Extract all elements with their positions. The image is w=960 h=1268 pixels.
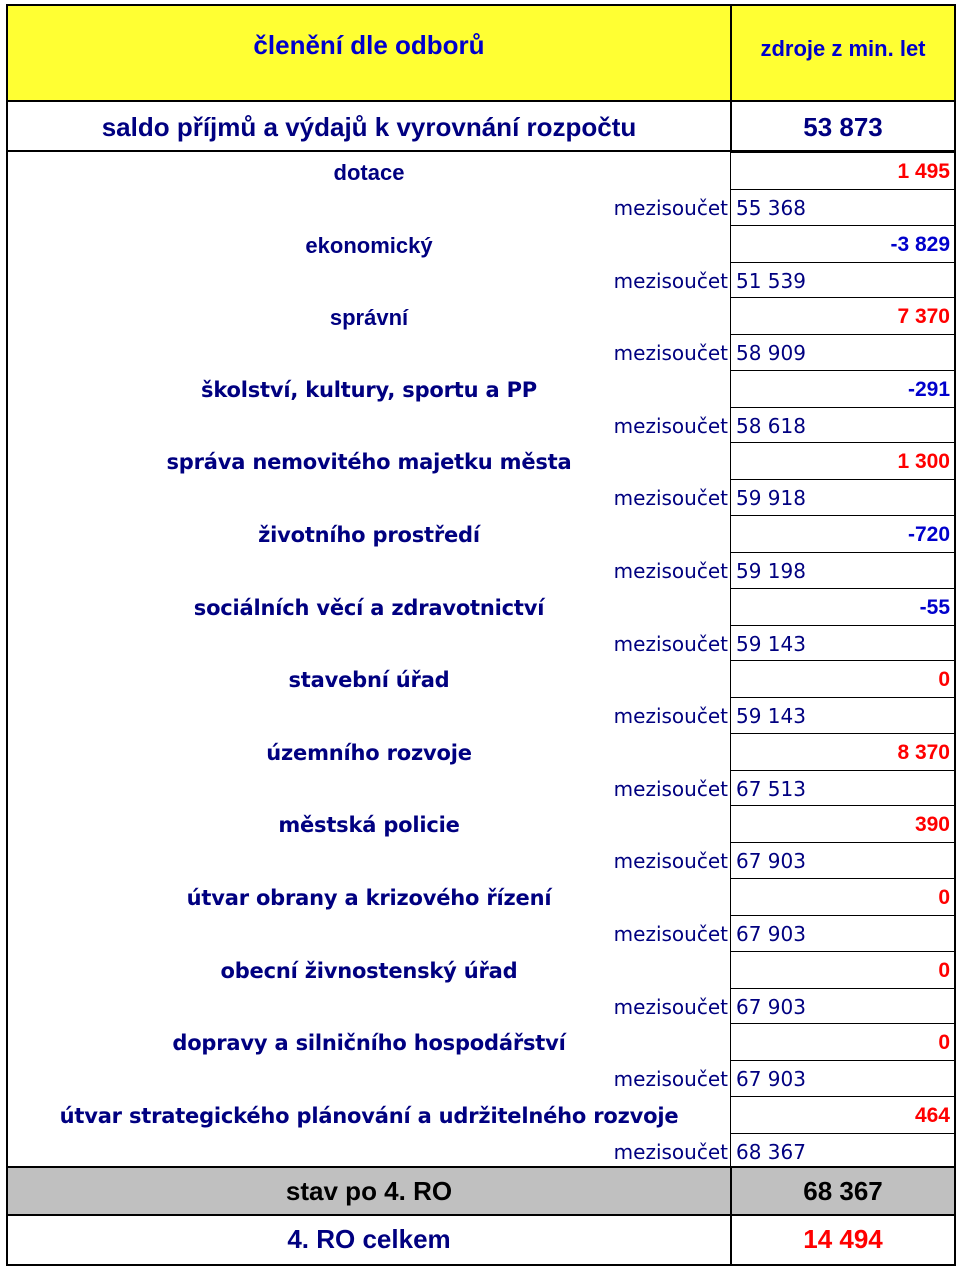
- subtotal-cell-border: [730, 335, 731, 371]
- subtotal-label: mezisoučet: [613, 341, 728, 365]
- department-label: školství, kultury, sportu a PP: [201, 378, 537, 402]
- stav-value: 68 367: [803, 1176, 883, 1206]
- celkem-label: 4. RO celkem: [287, 1224, 451, 1254]
- subtotal-value: 59 918: [736, 486, 806, 510]
- department-label: stavební úřad: [288, 668, 450, 692]
- subtotal-cell-border: [730, 190, 731, 226]
- department-amount: 1 495: [897, 160, 950, 183]
- subtotal-cell-border: [730, 553, 731, 589]
- subtotal-value: 59 143: [736, 704, 806, 728]
- subtotal-value: 67 903: [736, 1067, 806, 1091]
- divider: [6, 1166, 956, 1168]
- department-amount: 8 370: [897, 741, 950, 764]
- subtotal-value: 58 909: [736, 341, 806, 365]
- page-title: členění dle odborů: [253, 30, 485, 60]
- subtotal-value: 67 903: [736, 922, 806, 946]
- department-label: obecní živnostenský úřad: [220, 959, 518, 983]
- subtotal-value: 55 368: [736, 196, 806, 220]
- subtotal-label: mezisoučet: [613, 1067, 728, 1091]
- subtotal-cell-border: [730, 1061, 731, 1097]
- subtotal-value: 51 539: [736, 269, 806, 293]
- department-label: správní: [329, 305, 409, 330]
- subtotal-cell-border: [730, 916, 731, 952]
- saldo-value: 53 873: [803, 112, 883, 142]
- subtotal-label: mezisoučet: [613, 196, 728, 220]
- subtotal-label: mezisoučet: [613, 704, 728, 728]
- department-label: životního prostředí: [258, 523, 480, 547]
- subtotal-label: mezisoučet: [613, 632, 728, 656]
- department-label: ekonomický: [305, 233, 433, 258]
- celkem-value: 14 494: [803, 1224, 883, 1254]
- subtotal-value: 67 903: [736, 849, 806, 873]
- department-amount: -3 829: [890, 233, 950, 256]
- subtotal-label: mezisoučet: [613, 777, 728, 801]
- subtotal-value: 67 903: [736, 995, 806, 1019]
- column-header-source: zdroje z min. let: [760, 36, 926, 61]
- subtotal-cell-border: [730, 480, 731, 516]
- subtotal-cell-border: [730, 771, 731, 807]
- subtotal-label: mezisoučet: [613, 995, 728, 1019]
- subtotal-value: 59 198: [736, 559, 806, 583]
- subtotal-cell-border: [730, 626, 731, 662]
- department-label: dotace: [333, 160, 405, 185]
- department-label: sociálních věcí a zdravotnictví: [193, 596, 545, 620]
- department-label: územního rozvoje: [266, 741, 472, 765]
- department-label: správa nemovitého majetku města: [166, 450, 572, 474]
- subtotal-label: mezisoučet: [613, 1140, 728, 1164]
- department-label: útvar strategického plánování a udržitelného rozvoje: [59, 1104, 679, 1128]
- divider: [6, 1214, 956, 1216]
- department-label: útvar obrany a krizového řízení: [186, 886, 552, 910]
- department-amount: 0: [938, 1031, 950, 1054]
- subtotal-cell-border: [730, 1134, 731, 1170]
- subtotal-cell-border: [730, 698, 731, 734]
- department-amount: -291: [907, 378, 950, 401]
- subtotal-cell-border: [730, 843, 731, 879]
- department-amount: 0: [938, 959, 950, 982]
- subtotal-value: 68 367: [736, 1140, 806, 1164]
- subtotal-label: mezisoučet: [613, 269, 728, 293]
- stav-label: stav po 4. RO: [285, 1176, 453, 1206]
- subtotal-label: mezisoučet: [613, 922, 728, 946]
- subtotal-value: 58 618: [736, 414, 806, 438]
- subtotal-label: mezisoučet: [613, 849, 728, 873]
- department-amount: 0: [938, 886, 950, 909]
- department-label: městská policie: [278, 813, 460, 837]
- department-amount: 1 300: [897, 450, 950, 473]
- department-label: dopravy a silničního hospodářství: [172, 1031, 566, 1055]
- subtotal-label: mezisoučet: [613, 486, 728, 510]
- subtotal-cell-border: [730, 408, 731, 444]
- department-amount: -720: [907, 523, 950, 546]
- subtotal-cell-border: [730, 989, 731, 1025]
- subtotal-value: 59 143: [736, 632, 806, 656]
- subtotal-label: mezisoučet: [613, 559, 728, 583]
- subtotal-label: mezisoučet: [613, 414, 728, 438]
- saldo-label: saldo příjmů a výdajů k vyrovnání rozpočtu: [101, 112, 637, 142]
- department-amount: -55: [919, 596, 950, 619]
- subtotal-value: 67 513: [736, 777, 806, 801]
- subtotal-cell-border: [730, 263, 731, 299]
- department-amount: 390: [914, 813, 950, 836]
- department-amount: 464: [914, 1104, 950, 1127]
- department-amount: 7 370: [897, 305, 950, 328]
- department-amount: 0: [938, 668, 950, 691]
- divider: [6, 100, 956, 102]
